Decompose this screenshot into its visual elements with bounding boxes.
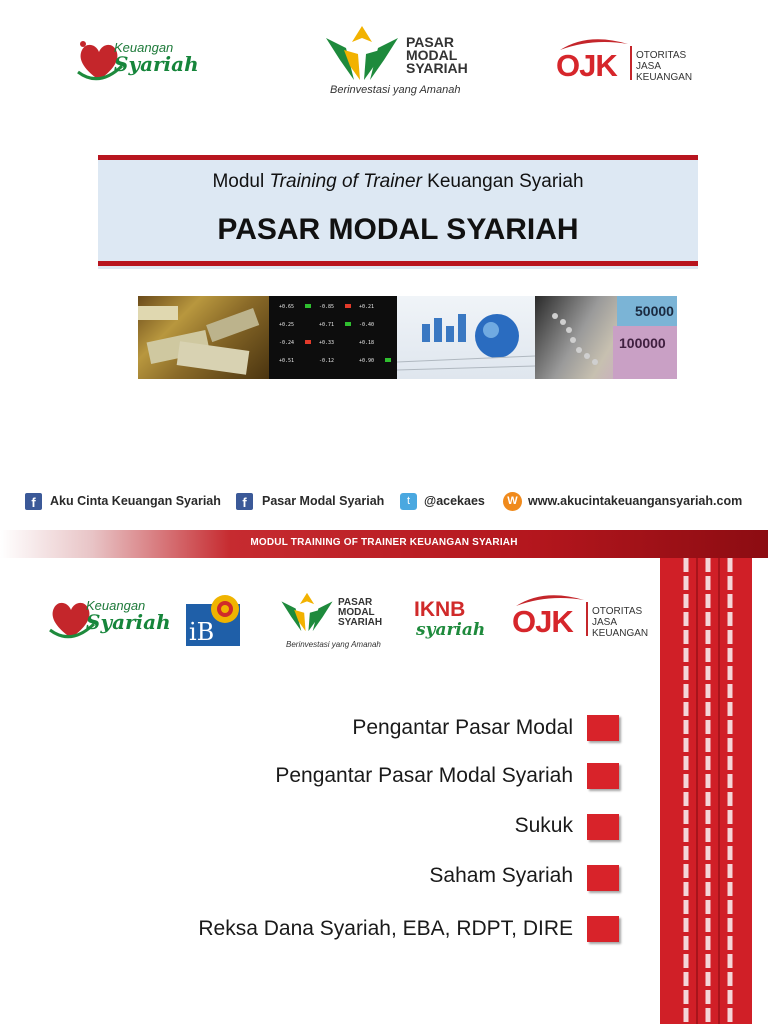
logo-text-keuangan: Keuangan xyxy=(86,598,146,613)
partner-logos-row xyxy=(0,558,660,668)
slide-header-text: MODUL TRAINING OF TRAINER KEUANGAN SYARIAH xyxy=(250,537,518,548)
logo-text-syariah: Syariah xyxy=(114,52,199,76)
pasar-modal-syariah-logo xyxy=(322,22,482,104)
globe-chart-image xyxy=(397,296,535,379)
svg-text:+0.21: +0.21 xyxy=(359,304,375,310)
ojk-line-jasa: JASA xyxy=(636,61,662,72)
pasar-modal-syariah-logo xyxy=(280,588,400,658)
logo-text-pasar-modal-syariah xyxy=(406,36,468,75)
menu-item-sukuk[interactable]: Sukuk xyxy=(514,814,573,837)
logo-line-syariah: SYARIAH xyxy=(406,60,468,76)
svg-text:+0.90: +0.90 xyxy=(359,358,375,364)
stock-board-photo xyxy=(269,296,397,379)
banknotes-image xyxy=(138,296,269,379)
ojk-line-jasa: JASA xyxy=(592,617,618,628)
logo-tagline: Berinvestasi yang Amanah xyxy=(330,84,461,96)
globe-chart-photo xyxy=(397,296,535,379)
svg-text:+0.18: +0.18 xyxy=(359,340,375,346)
ojk-fullname xyxy=(636,50,692,83)
iknb-text: IKNB xyxy=(414,598,466,621)
logo-line-modal: MODAL xyxy=(406,47,458,63)
ojk-divider xyxy=(630,46,632,80)
menu-bullet xyxy=(587,865,619,891)
facebook-icon: f xyxy=(25,493,42,510)
ib-text: iB xyxy=(189,618,215,646)
subtitle-prefix: Modul xyxy=(212,171,270,192)
ojk-line-keuangan: KEUANGAN xyxy=(636,72,693,83)
subtitle-suffix: Keuangan Syariah xyxy=(421,171,584,192)
logo-text-syariah: Syariah xyxy=(86,610,171,634)
svg-text:+0.25: +0.25 xyxy=(279,322,295,328)
wheat-logo-icon xyxy=(280,590,334,634)
menu-item-saham-syariah[interactable]: Saham Syariah xyxy=(429,864,573,887)
twitter-handle-link[interactable]: @acekaes xyxy=(424,494,485,508)
ojk-fullname xyxy=(592,606,648,639)
menu-bullet xyxy=(587,814,619,840)
ojk-line-keuangan: KEUANGAN xyxy=(592,628,649,639)
svg-text:+0.71: +0.71 xyxy=(319,322,335,328)
twitter-icon: t xyxy=(400,493,417,510)
ojk-line-otoritas: OTORITAS xyxy=(636,50,687,61)
ojk-mark: OJK xyxy=(512,604,573,639)
website-icon: W xyxy=(503,492,522,511)
svg-text:-0.24: -0.24 xyxy=(279,340,295,346)
module-subtitle xyxy=(98,171,698,193)
menu-item-pengantar-pasar-modal[interactable]: Pengantar Pasar Modal xyxy=(352,716,573,739)
iknb-syariah-text: syariah xyxy=(416,620,486,640)
svg-text:+0.33: +0.33 xyxy=(319,340,335,346)
logo-tagline: Berinvestasi yang Amanah xyxy=(286,640,381,649)
module-title: PASAR MODAL SYARIAH xyxy=(217,213,579,246)
menu-bullet xyxy=(587,715,619,741)
beads-rupiah-photo xyxy=(535,296,677,379)
keuangan-syariah-logo xyxy=(74,36,198,86)
logo-line-pasar: PASAR xyxy=(406,34,454,50)
title-bottom-rule xyxy=(98,261,698,266)
stock-ticker-image xyxy=(269,296,397,379)
svg-text:+0.51: +0.51 xyxy=(279,358,295,364)
logo-text-keuangan: Keuangan xyxy=(114,40,174,55)
ojk-logo xyxy=(556,36,706,86)
ojk-divider xyxy=(586,602,588,636)
svg-text:-0.40: -0.40 xyxy=(359,322,375,328)
svg-text:100000: 100000 xyxy=(619,335,666,351)
svg-text:-0.85: -0.85 xyxy=(319,304,335,310)
subtitle-italic: Training of Trainer xyxy=(269,171,422,192)
menu-bullet xyxy=(587,763,619,789)
title-box xyxy=(98,155,698,269)
ribbon-stitching xyxy=(660,558,752,1024)
prayer-beads-image xyxy=(535,296,677,379)
facebook-page-2-link[interactable]: Pasar Modal Syariah xyxy=(262,494,385,508)
logo-line-pasar: PASAR xyxy=(338,597,373,608)
website-link[interactable]: www.akucintakeuangansyariah.com xyxy=(528,494,743,508)
svg-text:50000: 50000 xyxy=(635,303,674,319)
svg-text:+0.65: +0.65 xyxy=(279,304,295,310)
ojk-mark: OJK xyxy=(556,48,617,83)
decorative-red-ribbon xyxy=(660,558,752,1024)
wheat-logo-icon xyxy=(324,24,400,82)
ib-logo xyxy=(186,592,242,648)
money-stack-photo xyxy=(138,296,269,379)
logo-line-syariah: SYARIAH xyxy=(338,617,383,628)
keuangan-syariah-logo xyxy=(46,594,170,644)
logo-line-modal: MODAL xyxy=(338,607,375,618)
ojk-logo xyxy=(512,592,662,642)
facebook-page-1-link[interactable]: Aku Cinta Keuangan Syariah xyxy=(50,494,221,508)
svg-text:-0.12: -0.12 xyxy=(319,358,335,364)
menu-item-pengantar-pasar-modal-syariah[interactable]: Pengantar Pasar Modal Syariah xyxy=(275,764,573,787)
facebook-icon: f xyxy=(236,493,253,510)
menu-bullet xyxy=(587,916,619,942)
title-top-rule xyxy=(98,155,698,160)
contents-slide xyxy=(0,530,768,1024)
menu-item-reksa-dana-syariah[interactable]: Reksa Dana Syariah, EBA, RDPT, DIRE xyxy=(198,917,573,940)
iknb-syariah-logo xyxy=(412,598,492,648)
logo-text-pasar-modal-syariah xyxy=(338,598,382,628)
ojk-line-otoritas: OTORITAS xyxy=(592,606,643,617)
